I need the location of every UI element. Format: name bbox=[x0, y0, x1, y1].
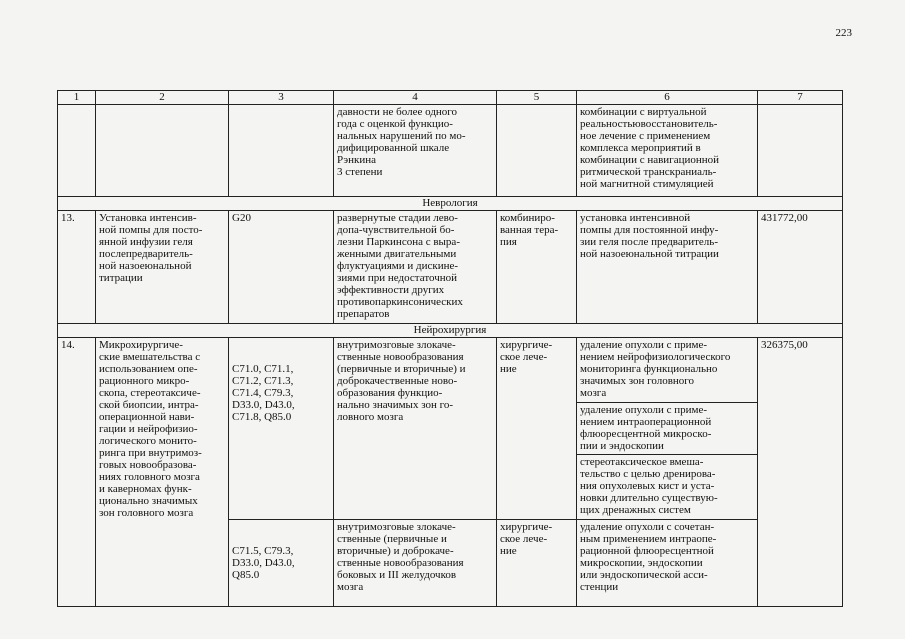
section-title: Нейрохирургия bbox=[58, 324, 843, 338]
method-cell: комбинации с виртуальной реальностьювосстановитель- ное лечение с применением комплекса мероприятий в комбинации с навигационной ритмической транскраниаль- ной магнитной стимуляцией bbox=[577, 105, 758, 197]
header-row bbox=[58, 91, 843, 105]
cost-cell: 326375,00 bbox=[758, 338, 843, 607]
method-cell: удаление опухоли с приме- нением нейрофизиологического мониторинга функционально значимых зон головного мозга bbox=[577, 338, 758, 403]
row-number: 14. bbox=[58, 338, 96, 607]
diagnosis-cell: внутримозговые злокаче- ственные новообразования (первичные и вторичные) и доброкачественные ново- образования функцио- нально значимых зон го- ловного мозга bbox=[334, 338, 497, 520]
icd-code-cell: C71.0, C71.1, C71.2, C71.3, C71.4, C79.3, D33.0, D43.0, C71.8, Q85.0 bbox=[229, 338, 334, 520]
header-cell: 3 bbox=[229, 91, 334, 105]
treatment-type-cell: комбиниро- ванная тера- пия bbox=[497, 211, 577, 324]
section-row-neurology bbox=[58, 197, 843, 211]
treatment-type-cell: хирургиче- ское лече- ние bbox=[497, 338, 577, 520]
header-cell: 2 bbox=[96, 91, 229, 105]
method-cell: удаление опухоли с сочетан- ным применением интраопе- рационной флюоресцентной микроскопии, эндоскопии или эндоскопической асси- стенции bbox=[577, 520, 758, 607]
cell-empty bbox=[58, 105, 96, 197]
diagnosis-cell: внутримозговые злокаче- ственные (первичные и вторичные) и доброкаче- ственные новообразования боковых и III желудочков мозга bbox=[334, 520, 497, 607]
header-cell: 4 bbox=[334, 91, 497, 105]
continuation-row bbox=[58, 105, 843, 197]
header-cell: 7 bbox=[758, 91, 843, 105]
header-cell: 5 bbox=[497, 91, 577, 105]
section-title: Неврология bbox=[58, 197, 843, 211]
tariff-table bbox=[57, 90, 843, 607]
icd-code-cell: C71.5, C79.3, D33.0, D43.0, Q85.0 bbox=[229, 520, 334, 607]
cell-empty bbox=[96, 105, 229, 197]
treatment-type-cell: хирургиче- ское лече- ние bbox=[497, 520, 577, 607]
diagnosis-cell: давности не более одного года с оценкой функцио- нальных нарушений по мо- дифицированной шкале Рэнкина 3 степени bbox=[334, 105, 497, 197]
method-cell: удаление опухоли с приме- нением интраоперационной флюоресцентной микроско- пии и эндоскопии bbox=[577, 403, 758, 455]
table-row-14a bbox=[58, 338, 843, 403]
header-cell: 1 bbox=[58, 91, 96, 105]
cost-cell: 431772,00 bbox=[758, 211, 843, 324]
table-row-13 bbox=[58, 211, 843, 324]
header-cell: 6 bbox=[577, 91, 758, 105]
procedure-name-cell: Микрохирургиче- ские вмешательства с использованием опе- рационного микро- скопа, стереотаксиче- ской биопсии, интра- операционной нави- гации и нейрофизио- логического монито- ринга при внутримоз- говых новообразова- ниях головного мозга и каверномах функ- ционально значимых зон головного мозга bbox=[96, 338, 229, 607]
section-row-neurosurgery bbox=[58, 324, 843, 338]
diagnosis-cell: развернутые стадии лево- допа-чувствительной бо- лезни Паркинсона с выра- женными двигательными флуктуациями и дискине- зиями при недостаточной эффективности других противопаркинсонических препаратов bbox=[334, 211, 497, 324]
cell-empty bbox=[758, 105, 843, 197]
row-number: 13. bbox=[58, 211, 96, 324]
method-cell: установка интенсивной помпы для постоянной инфу- зии геля после предваритель- ной назоеюнальной титрации bbox=[577, 211, 758, 324]
method-cell: стереотаксическое вмеша- тельство с целью дренирова- ния опухолевых кист и уста- новки длительно существую- щих дренажных систем bbox=[577, 455, 758, 520]
procedure-name-cell: Установка интенсив- ной помпы для посто- янной инфузии геля послепредваритель- ной назоеюнальной титрации bbox=[96, 211, 229, 324]
icd-code-cell: G20 bbox=[229, 211, 334, 324]
cell-empty bbox=[497, 105, 577, 197]
page-number: 223 bbox=[835, 27, 852, 39]
cell-empty bbox=[229, 105, 334, 197]
